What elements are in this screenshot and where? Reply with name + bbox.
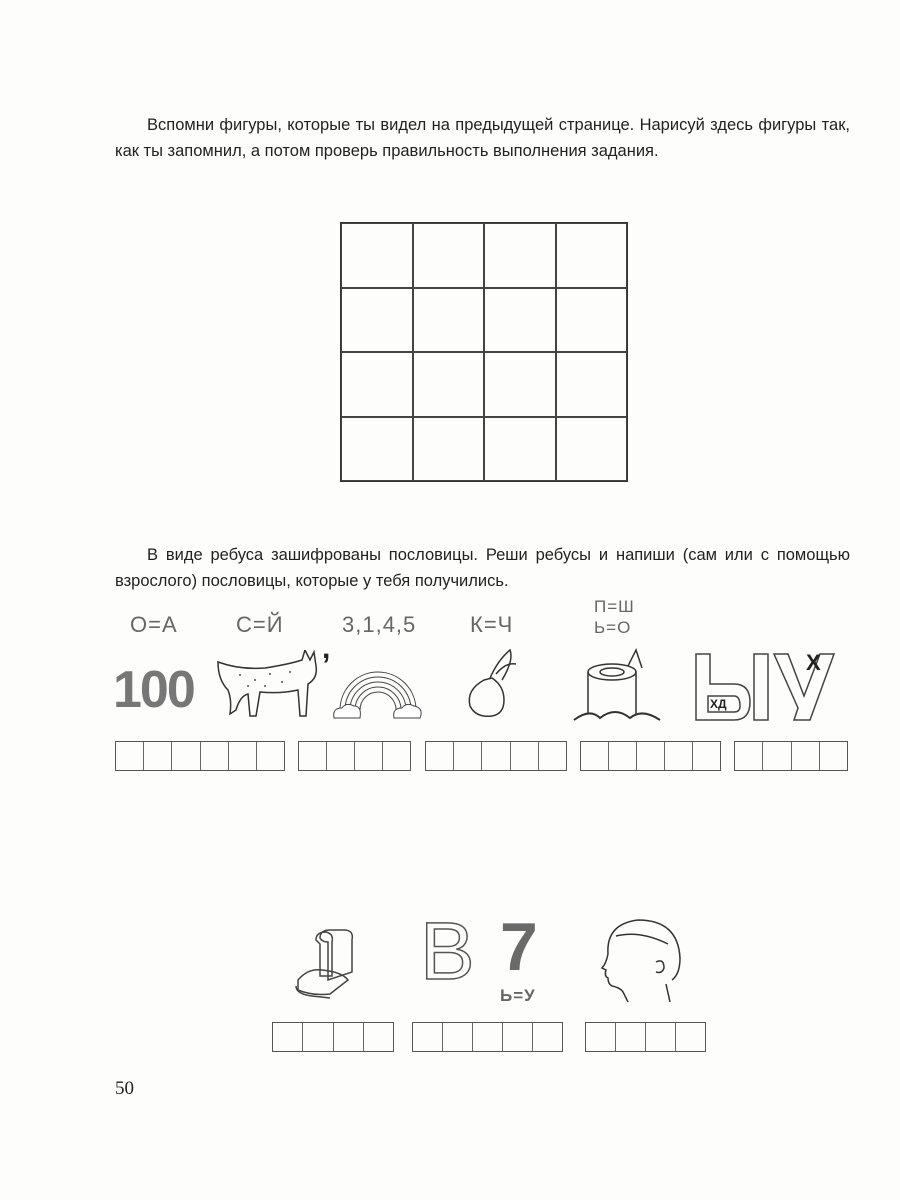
page-number: 50	[115, 1078, 134, 1099]
hint-s-y: С=Й	[236, 612, 284, 637]
task1-instructions: Вспомни фигуры, которые ты видел на предыдущей странице. Нарисуй здесь фигуры так, как ты запомнил, а потом проверь правильность выполнения задания.	[115, 115, 850, 160]
answer-word-6[interactable]	[272, 1022, 394, 1052]
answer-word-2[interactable]	[298, 741, 411, 771]
hint-p-sh: П=Ш	[594, 597, 635, 616]
number-100: 100	[113, 661, 194, 719]
answer-word-4[interactable]	[580, 741, 721, 771]
rainbow-icon	[332, 652, 424, 722]
hint-soft-o: Ь=О	[594, 618, 632, 637]
letter-v: В	[420, 906, 475, 997]
stump-icon	[570, 646, 670, 724]
letters-rebus	[694, 650, 850, 724]
hint-order: 3,1,4,5	[342, 612, 417, 637]
hint-o-a: О=А	[130, 612, 178, 637]
task2-instructions: В виде ребуса зашифрованы пословицы. Реши ребусы и напиши (сам или с помощью взрослого) пословицы, которые у тебя получились.	[115, 545, 850, 590]
answer-word-5[interactable]	[734, 741, 848, 771]
answer-word-7[interactable]	[412, 1022, 563, 1052]
hint-soft-u: Ь=У	[500, 986, 536, 1005]
letters-hd: ХД	[710, 697, 727, 711]
drawing-grid[interactable]	[340, 222, 628, 482]
lynx-icon	[210, 650, 320, 720]
number-7: 7	[500, 909, 538, 985]
bread-icon	[292, 928, 358, 1000]
letter-x: Х	[806, 650, 821, 675]
comma-mark: ,	[322, 632, 331, 665]
head-icon	[596, 914, 686, 1004]
answer-word-1[interactable]	[115, 741, 285, 771]
hint-k-ch: К=Ч	[470, 612, 514, 637]
answer-word-8[interactable]	[585, 1022, 706, 1052]
onion-icon	[462, 646, 522, 722]
answer-word-3[interactable]	[425, 741, 567, 771]
